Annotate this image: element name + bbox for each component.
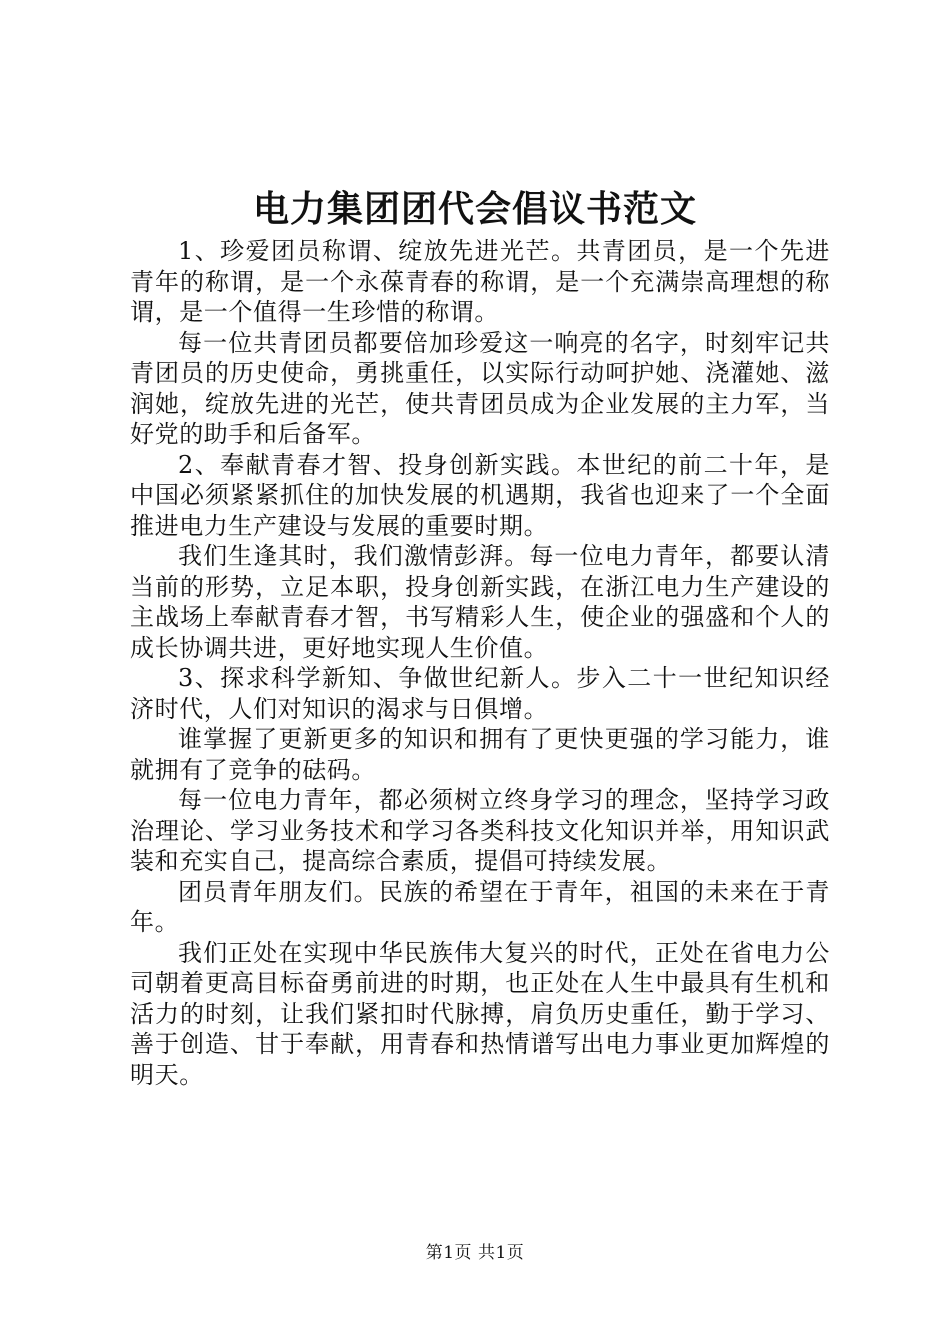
paragraph-6: 谁掌握了更新更多的知识和拥有了更快更强的学习能力，谁就拥有了竞争的砝码。 — [130, 725, 830, 784]
document-body — [130, 236, 830, 1090]
paragraph-5: 3、探求科学新知、争做世纪新人。步入二十一世纪知识经济时代，人们对知识的渴求与日俱增。 — [130, 664, 830, 723]
paragraph-7: 每一位电力青年，都必须树立终身学习的理念，坚持学习政治理论、学习业务技术和学习各类科技文化知识并举，用知识武装和充实自己，提高综合素质，提倡可持续发展。 — [130, 786, 830, 875]
paragraph-2: 每一位共青团员都要倍加珍爱这一响亮的名字，时刻牢记共青团员的历史使命，勇挑重任，以实际行动呵护她、浇灌她、滋润她，绽放先进的光芒，使共青团员成为企业发展的主力军，当好党的助手和后备军。 — [130, 328, 830, 448]
paragraph-1: 1、珍爱团员称谓、绽放先进光芒。共青团员，是一个先进青年的称谓，是一个永葆青春的称谓，是一个充满崇高理想的称谓，是一个值得一生珍惜的称谓。 — [130, 237, 830, 326]
paragraph-9: 我们正处在实现中华民族伟大复兴的时代，正处在省电力公司朝着更高目标奋勇前进的时期，也正处在人生中最具有生机和活力的时刻，让我们紧扣时代脉搏，肩负历史重任，勤于学习、善于创造、甘于奉献，用青春和热情谱写出电力事业更加辉煌的明天。 — [130, 938, 830, 1089]
page-number-footer: 第1页 共1页 — [425, 1243, 525, 1263]
document-title: 电力集团团代会倡议书范文 — [252, 188, 697, 230]
paragraph-4: 我们生逢其时，我们激情彭湃。每一位电力青年，都要认清当前的形势，立足本职，投身创新实践，在浙江电力生产建设的主战场上奉献青春才智，书写精彩人生，使企业的强盛和个人的成长协调共进，更好地实现人生价值。 — [130, 542, 830, 662]
paragraph-8: 团员青年朋友们。民族的希望在于青年，祖国的未来在于青年。 — [130, 877, 830, 936]
paragraph-3: 2、奉献青春才智、投身创新实践。本世纪的前二十年，是中国必须紧紧抓住的加快发展的机遇期，我省也迎来了一个全面推进电力生产建设与发展的重要时期。 — [130, 450, 830, 540]
